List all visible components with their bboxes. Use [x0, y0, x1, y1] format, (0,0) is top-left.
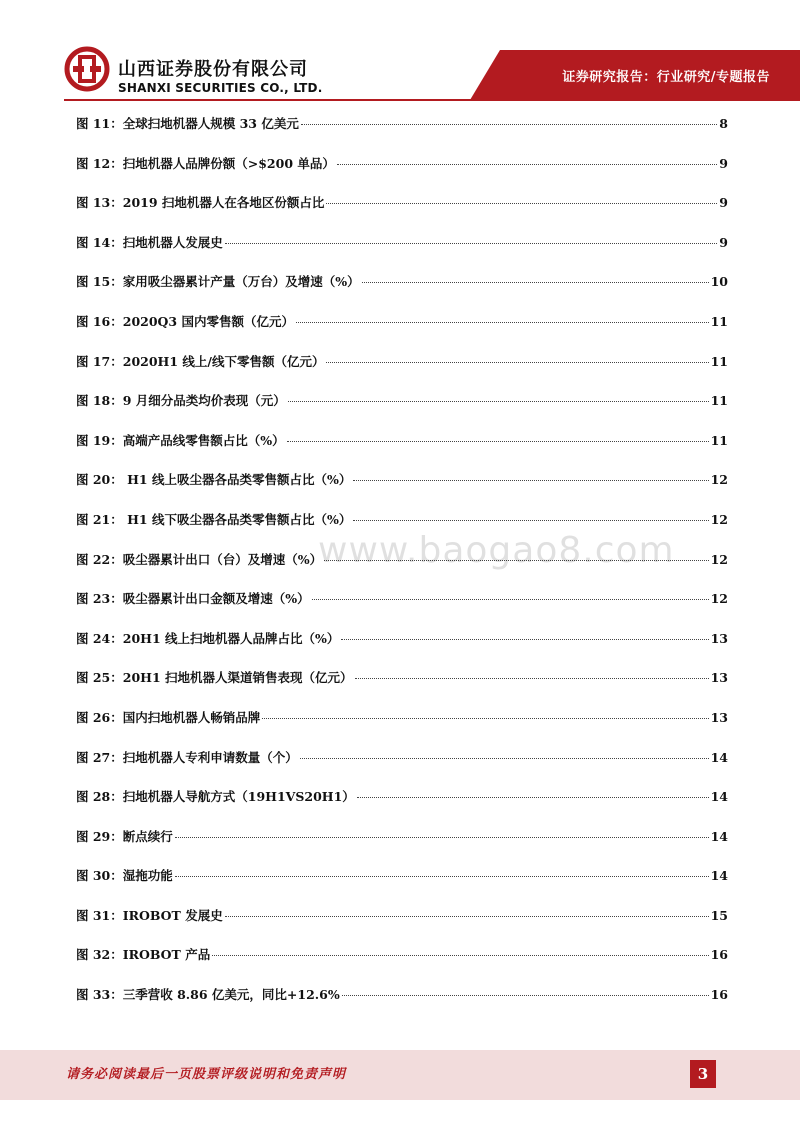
toc-entry[interactable] — [76, 233, 728, 273]
toc-entry[interactable] — [76, 827, 728, 867]
report-type: 证券研究报告：行业研究/专题报告 — [562, 70, 770, 85]
toc-entry[interactable] — [76, 193, 728, 233]
company-name — [118, 60, 322, 96]
toc-entry-label: 图 15：家用吸尘器累计产量（万台）及增速（%） — [76, 274, 360, 290]
toc-leader-dots — [342, 995, 709, 996]
toc-entry-label: 图 21： H1 线下吸尘器各品类零售额占比（%） — [76, 511, 352, 527]
toc-entry-label: 图 16：2020Q3 国内零售额（亿元） — [76, 313, 294, 329]
toc-entry[interactable] — [76, 945, 728, 985]
toc-entry[interactable] — [76, 629, 728, 669]
toc-entry-label: 图 27：扫地机器人专利申请数量（个） — [76, 749, 298, 765]
toc-entry-label: 图 19：高端产品线零售额占比（%） — [76, 432, 285, 448]
toc-entry[interactable] — [76, 272, 728, 312]
toc-entry-label: 图 11：全球扫地机器人规模 33 亿美元 — [76, 116, 299, 131]
toc-leader-dots — [353, 480, 708, 481]
company-logo-icon — [64, 46, 110, 92]
toc-entry-page: 11 — [710, 353, 728, 369]
toc-entry-page: 9 — [719, 234, 728, 250]
toc-entry[interactable] — [76, 866, 728, 906]
toc-entry-label: 图 28：扫地机器人导航方式（19H1VS20H1） — [76, 789, 355, 805]
toc-entry[interactable] — [76, 748, 728, 788]
toc-entry-page: 10 — [710, 274, 728, 290]
toc-entry[interactable] — [76, 668, 728, 708]
toc-entry-page: 12 — [710, 511, 728, 527]
toc-leader-dots — [341, 639, 708, 640]
toc-leader-dots — [262, 718, 708, 719]
toc-leader-dots — [357, 797, 709, 798]
toc-entry-page: 9 — [719, 155, 728, 171]
toc-entry[interactable] — [76, 391, 728, 431]
toc-entry-label: 图 23：吸尘器累计出口金额及增速（%） — [76, 591, 310, 607]
page-header — [0, 0, 800, 110]
toc-entry-label: 图 20： H1 线上吸尘器各品类零售额占比（%） — [76, 472, 352, 488]
toc-leader-dots — [225, 916, 709, 917]
toc-leader-dots — [212, 955, 708, 956]
toc-entry-label: 图 14：扫地机器人发展史 — [76, 234, 223, 250]
toc-entry[interactable] — [76, 906, 728, 946]
toc-entry-page: 12 — [710, 591, 728, 607]
toc-leader-dots — [288, 401, 709, 402]
toc-entry-page: 11 — [710, 432, 728, 448]
toc-entry[interactable] — [76, 589, 728, 629]
toc-entry-page: 8 — [719, 116, 728, 131]
toc-entry-page: 14 — [710, 749, 728, 765]
toc-entry-label: 图 22：吸尘器累计出口（台）及增速（%） — [76, 551, 323, 567]
toc-entry[interactable] — [76, 470, 728, 510]
toc-entry[interactable] — [76, 787, 728, 827]
toc-leader-dots — [337, 164, 717, 165]
toc-entry[interactable] — [76, 312, 728, 352]
toc-entry-label: 图 32：IROBOT 产品 — [76, 947, 211, 963]
toc-leader-dots — [326, 362, 708, 363]
toc-entry-page: 13 — [710, 709, 728, 725]
toc-leader-dots — [225, 243, 718, 244]
toc-entry-page: 13 — [710, 630, 728, 646]
toc-entry-label: 图 29：断点续行 — [76, 828, 173, 844]
toc-entry-label: 图 26：国内扫地机器人畅销品牌 — [76, 709, 261, 725]
toc-entry-page: 12 — [710, 551, 728, 567]
toc-leader-dots — [301, 124, 717, 125]
toc-entry-label: 图 24：20H1 线上扫地机器人品牌占比（%） — [76, 630, 340, 646]
toc-entry-page: 9 — [719, 195, 728, 211]
toc-entry-page: 12 — [710, 472, 728, 488]
toc-entry-page: 13 — [710, 670, 728, 686]
toc-entry-page: 11 — [710, 313, 728, 329]
toc-entry-label: 图 33：三季营收 8.86 亿美元，同比+12.6% — [76, 987, 340, 1003]
toc-entry[interactable] — [76, 708, 728, 748]
watermark: www.baogao8.com — [318, 530, 675, 571]
toc-leader-dots — [355, 678, 709, 679]
toc-entry[interactable] — [76, 154, 728, 194]
toc-leader-dots — [287, 441, 709, 442]
footer-disclaimer: 请务必阅读最后一页股票评级说明和免责声明 — [66, 1067, 347, 1082]
toc-leader-dots — [326, 203, 717, 204]
toc-leader-dots — [175, 876, 709, 877]
toc-entry-page: 11 — [710, 393, 728, 409]
toc-entry[interactable] — [76, 985, 728, 1025]
company-name-cn: 山西证券股份有限公司 — [118, 59, 308, 80]
toc-leader-dots — [296, 322, 709, 323]
toc-leader-dots — [175, 837, 709, 838]
toc-leader-dots — [362, 282, 709, 283]
toc-entry-page: 16 — [710, 987, 728, 1003]
toc-entry-label: 图 18：9 月细分品类均价表现（元） — [76, 393, 286, 409]
toc-entry-page: 14 — [710, 789, 728, 805]
toc-entry-label: 图 31：IROBOT 发展史 — [76, 907, 223, 923]
toc-entry-page: 14 — [710, 868, 728, 884]
toc-entry-page: 16 — [710, 947, 728, 963]
toc-leader-dots — [353, 520, 708, 521]
toc-entry-page: 14 — [710, 828, 728, 844]
toc-leader-dots — [312, 599, 709, 600]
header-divider — [64, 99, 800, 101]
toc-leader-dots — [300, 758, 709, 759]
toc-entry-label: 图 30：湿拖功能 — [76, 868, 173, 884]
toc-entry-label: 图 13：2019 扫地机器人在各地区份额占比 — [76, 195, 325, 211]
toc-entry-page: 15 — [710, 907, 728, 923]
toc-entry[interactable] — [76, 431, 728, 471]
toc-entry-label: 图 17：2020H1 线上/线下零售额（亿元） — [76, 353, 325, 369]
company-name-en: SHANXI SECURITIES CO., LTD. — [118, 81, 323, 95]
page-number: 3 — [690, 1060, 716, 1088]
toc-entry-label: 图 25：20H1 扫地机器人渠道销售表现（亿元） — [76, 670, 353, 686]
toc-entry[interactable] — [76, 352, 728, 392]
toc-entry[interactable] — [76, 114, 728, 154]
toc-entry-label: 图 12：扫地机器人品牌份额（>$200 单品） — [76, 155, 335, 171]
